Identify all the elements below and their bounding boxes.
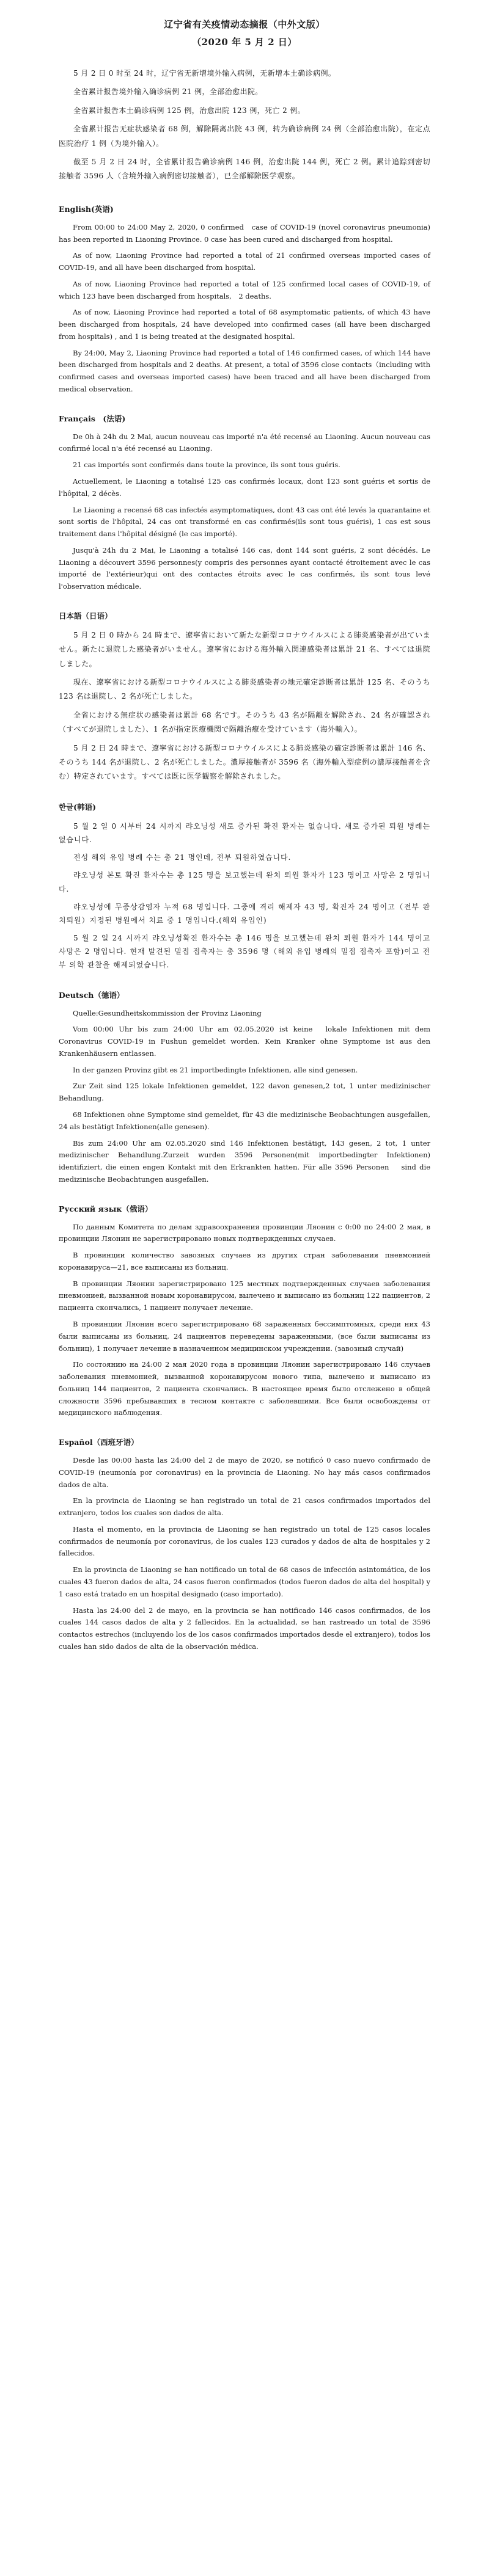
section-heading-english: English(英语) [59, 204, 114, 214]
paragraph: 全省累计报告本土确诊病例 125 例，治愈出院 123 例，死亡 2 例。 [73, 106, 306, 115]
paragraph: As of now, Liaoning Province had reported a total of 21 confirmed overseas imported cases of COVID-19, and all have been discharged from hospital. [59, 251, 430, 272]
section-russian [59, 1203, 430, 1419]
paragraph: В провинции Ляонин всего зарегистрировано 68 зараженных бессимптомных, среди них 43 были выписаны из больниц, 24 пациентов переведены зараженными, (все были выписаны из больниц), 1 получает лечение в назначенном медицинском учреждении. (завозный случай) [59, 1319, 430, 1353]
paragraph: 全省累计报告无症状感染者 68 例，解除隔离出院 43 例，转为确诊病例 24 例（全部治愈出院），在定点医院治疗 1 例（为境外输入）。 [59, 125, 430, 148]
paragraph: 랴오닝성 본토 확진 환자수는 총 125 명을 보고했는데 완치 퇴원 환자가 123 명이고 사망은 2 명입니다. [59, 871, 430, 893]
paragraph: Zur Zeit sind 125 lokale Infektionen gemeldet, 122 davon genesen,2 tot, 1 unter medizinischer Behandlung. [59, 1082, 430, 1103]
paragraph: From 00:00 to 24:00 May 2, 2020, 0 confirmed case of COVID-19 (novel coronavirus pneumonia) has been reported in Liaoning Province. 0 case has been cured and discharged from hospital. [59, 222, 430, 244]
paragraph: 5 月 2 日 24 時まで、遼寧省における新型コロナウイルスによる肺炎感染の確定診断者は累計 146 名、そのうち 144 名が退院し、2 名が死亡しました。濃厚接触者が 3596 名（海外輸入型症例の濃厚接触者を含む）特定されています。すべては既に医学観察を解除されました。 [59, 743, 430, 781]
section-english [59, 203, 430, 396]
section-chinese [59, 67, 430, 184]
section-heading-japanese: 日本語（日语） [59, 611, 112, 620]
section-spanish [59, 1436, 430, 1653]
paragraph: As of now, Liaoning Province had reported a total of 125 confirmed local cases of COVID-19, of which 123 have been discharged from hospitals, 2 deaths. [59, 279, 430, 300]
paragraph: As of now, Liaoning Province had reported a total of 68 asymptomatic patients, of which 43 have been discharged from hospitals, 24 have developed into confirmed cases (all have been discharged from hospitals) , and 1 is being treated at the designated hospital. [59, 308, 430, 341]
paragraph: Vom 00:00 Uhr bis zum 24:00 Uhr am 02.05.2020 ist keine lokale Infektionen mit dem Coronavirus COVID-19 in Fushun gemeldet worden. Kein Kranker ohne Symptome ist aus den Krankenhäusern entlassen. [59, 1025, 430, 1058]
section-heading-korean: 한글(韩语) [59, 802, 96, 812]
paragraph: En la provincia de Liaoning se han registrado un total de 21 casos confirmados importados del extranjero, todos los cuales son dados de alta. [59, 1496, 430, 1518]
section-korean [59, 801, 430, 972]
paragraph: By 24:00, May 2, Liaoning Province had reported a total of 146 confirmed cases, of which 144 have been discharged from hospitals and 2 deaths. At present, a total of 3596 close contacts（including with confirmed cases and overseas imported cases) have been traced and all have been discharged from medical observation. [59, 348, 430, 393]
paragraph: Jusqu'à 24h du 2 Mai, le Liaoning a totalisé 146 cas, dont 144 sont guéris, 2 sont décédés. Le Liaoning a découvert 3596 personnes(y compris des personnes ayant contacté étroitement avec le cas importé de l'extérieur)qui ont des contactes étroits avec le cas confirmés, ils sont tous levé l'observation médicale. [59, 545, 430, 591]
document-date: （2020 年 5 月 2 日） [192, 36, 297, 48]
paragraph: 全省累计报告境外输入确诊病例 21 例，全部治愈出院。 [73, 87, 263, 96]
paragraph: Actuellement, le Liaoning a totalisé 125 cas confirmés locaux, dont 123 sont guéris et sortis de l'hôpital, 2 décès. [59, 476, 430, 498]
section-japanese [59, 610, 430, 784]
paragraph: In der ganzen Provinz gibt es 21 importbedingte Infektionen, alle sind genesen. [73, 1065, 358, 1074]
paragraph: 5 月 2 日 0 时至 24 时，辽宁省无新增境外输入病例，无新增本土确诊病例。 [73, 69, 336, 78]
section-heading-french: Français (法语) [59, 413, 126, 423]
paragraph: 랴오닝성에 무증상감염자 누적 68 명입니다. 그중에 격리 해제자 43 명, 확진자 24 명이고（전부 완치퇴원）지정된 병원에서 치료 중 1 명입니다.(해외 유입인) [59, 902, 430, 925]
paragraph: 5 月 2 日 0 時から 24 時まで、遼寧省において新たな新型コロナウイルスによる肺炎感染者が出ていません。新たに退院した感染者がいません。遼寧省における海外輸入関連感染者は累計 21 名、すべては退院しました。 [59, 630, 430, 668]
section-heading-german: Deutsch（德语） [59, 990, 125, 1000]
paragraph: De 0h à 24h du 2 Mai, aucun nouveau cas importé n'a été recensé au Liaoning. Aucun nouveau cas confirmé local n'a été recensé au Liaoning. [59, 432, 430, 453]
paragraph: 5 월 2 일 24 시까지 랴오닝성확진 환자수는 총 146 명을 보고했는데 완치 퇴원 환자가 144 명이고 사망은 2 명입니다. 현재 발견된 밀접 접촉자는 총 3596 명（해외 유입 병례의 밀접 접촉자 포함)이고 전부 의학 관찰을 해제되었습니다. [59, 934, 430, 970]
paragraph: 現在、遼寧省における新型コロナウイルスによる肺炎感染者の地元確定診断者は累計 125 名、そのうち 123 名は退院し、2 名が死亡しました。 [59, 678, 430, 701]
paragraph: Le Liaoning a recensé 68 cas infectés asymptomatiques, dont 43 cas ont été levés la quarantaine et sont sortis de l'hôpital, 24 cas ont transformé en cas confirmés(ils sont tous guéris), 1 cas est sous traitement dans l'hôpital désigné (le cas importé). [59, 505, 430, 539]
paragraph: 截至 5 月 2 日 24 时，全省累计报告确诊病例 146 例，治愈出院 144 例，死亡 2 例。累计追踪到密切接触者 3596 人（含境外输入病例密切接触者），已全部解除医学观察。 [59, 157, 430, 181]
paragraph: Desde las 00:00 hasta las 24:00 del 2 de mayo de 2020, se notificó 0 caso nuevo confirmado de COVID-19 (neumonía por coronavirus) en la provincia de Liaoning. No hay más casos confirmados dados de alta. [59, 1456, 430, 1489]
section-heading-russian: Русский язык（俄语） [59, 1204, 153, 1213]
paragraph: Bis zum 24:00 Uhr am 02.05.2020 sind 146 Infektionen bestätigt, 143 gesen, 2 tot, 1 unter medizinischer Behandlung.Zurzeit wurden 3596 Personen(mit importbedingter Infektionen) identifiziert, die einen engen Kontakt mit den Erkrankten hatten. Für alle 3596 Personen sind die medizinische Beobachtungen ausgefallen. [59, 1138, 430, 1184]
source-line: Quelle:Gesundheitskommission der Provinz Liaoning [73, 1008, 262, 1017]
section-french [59, 413, 430, 593]
paragraph: Hasta las 24:00 del 2 de mayo, en la provincia se han notificado 146 casos confirmados, de los cuales 144 casos dados de alta y 2 fallecidos. En la actualidad, se han rastreado un total de 3596 contactos estrechos (incluyendo los de los casos confirmados importados desde el extranjero), todos los cuales han sido dados de alta de la observación médica. [59, 1606, 430, 1651]
paragraph: По состоянию на 24:00 2 мая 2020 года в провинции Ляонин зарегистрировано 146 случаев заболевания пневмонией, вызванной коронавирусом нового типа, вылечено и выписано из больниц 144 пациентов, 2 пациента скончались. В настоящее время было отслежено в общей сложности 3596 пребывавших в тесном контакте с заболевшими. Все были освобождены от медицинского наблюдения. [59, 1360, 430, 1417]
paragraph: 68 Infektionen ohne Symptome sind gemeldet, für 43 die medizinische Beobachtungen ausgefallen, 24 als bestätigt Infektionen(alle genesen). [59, 1110, 430, 1131]
paragraph: 5 월 2 일 0 시부터 24 시까지 랴오닝성 새로 증가된 확진 환자는 없습니다. 새로 증가된 퇴원 병례는 없습니다. [59, 821, 430, 844]
paragraph: В провинции Ляонин зарегистрировано 125 местных подтвержденных случаев заболевания пневмонией, вызванной новым коронавирусом, вылечено и выписано из больниц 122 пациентов, 2 пациента скончались, 1 пациент получает лечение. [59, 1279, 430, 1312]
paragraph: В провинции количество завозных случаев из других стран заболевания пневмонией коронавируса—21, все выписаны из больниц. [59, 1251, 430, 1272]
paragraph: En la provincia de Liaoning se han notificado un total de 68 casos de infección asintomática, de los cuales 43 fueron dados de alta, 24 casos fueron confirmados (todos fueron dados de alta del hospital) y 1 caso está tratado en un hospital designado (caso importado). [59, 1565, 430, 1598]
section-german [59, 989, 430, 1186]
section-heading-spanish: Español（西班牙语） [59, 1438, 139, 1447]
paragraph: Hasta el momento, en la provincia de Liaoning se han registrado un total de 125 casos locales confirmados de neumonía por coronavirus, de los cuales 123 curados y dados de alta de hospitales y 2 fallecidos. [59, 1524, 430, 1558]
document-title: 辽宁省有关疫情动态摘报（中外文版） [164, 19, 325, 30]
paragraph: По данным Комитета по делам здравоохранения провинции Ляонин с 0:00 по 24:00 2 мая, в провинции Ляонин не зарегистрировано новых подтвержденных случаев. [59, 1222, 430, 1243]
paragraph: 全省における無症状の感染者は累計 68 名です。そのうち 43 名が隔離を解除され、24 名が確認され（すべてが退院しました）、1 名が指定医療機関で隔離治療を受けています（海外輸入）。 [59, 710, 430, 734]
paragraph: 전성 해외 유입 병례 수는 총 21 명인데, 전부 퇴원하였습니다. [73, 853, 292, 862]
paragraph: 21 cas importés sont confirmés dans toute la province, ils sont tous guéris. [73, 460, 340, 470]
document [59, 16, 430, 1657]
